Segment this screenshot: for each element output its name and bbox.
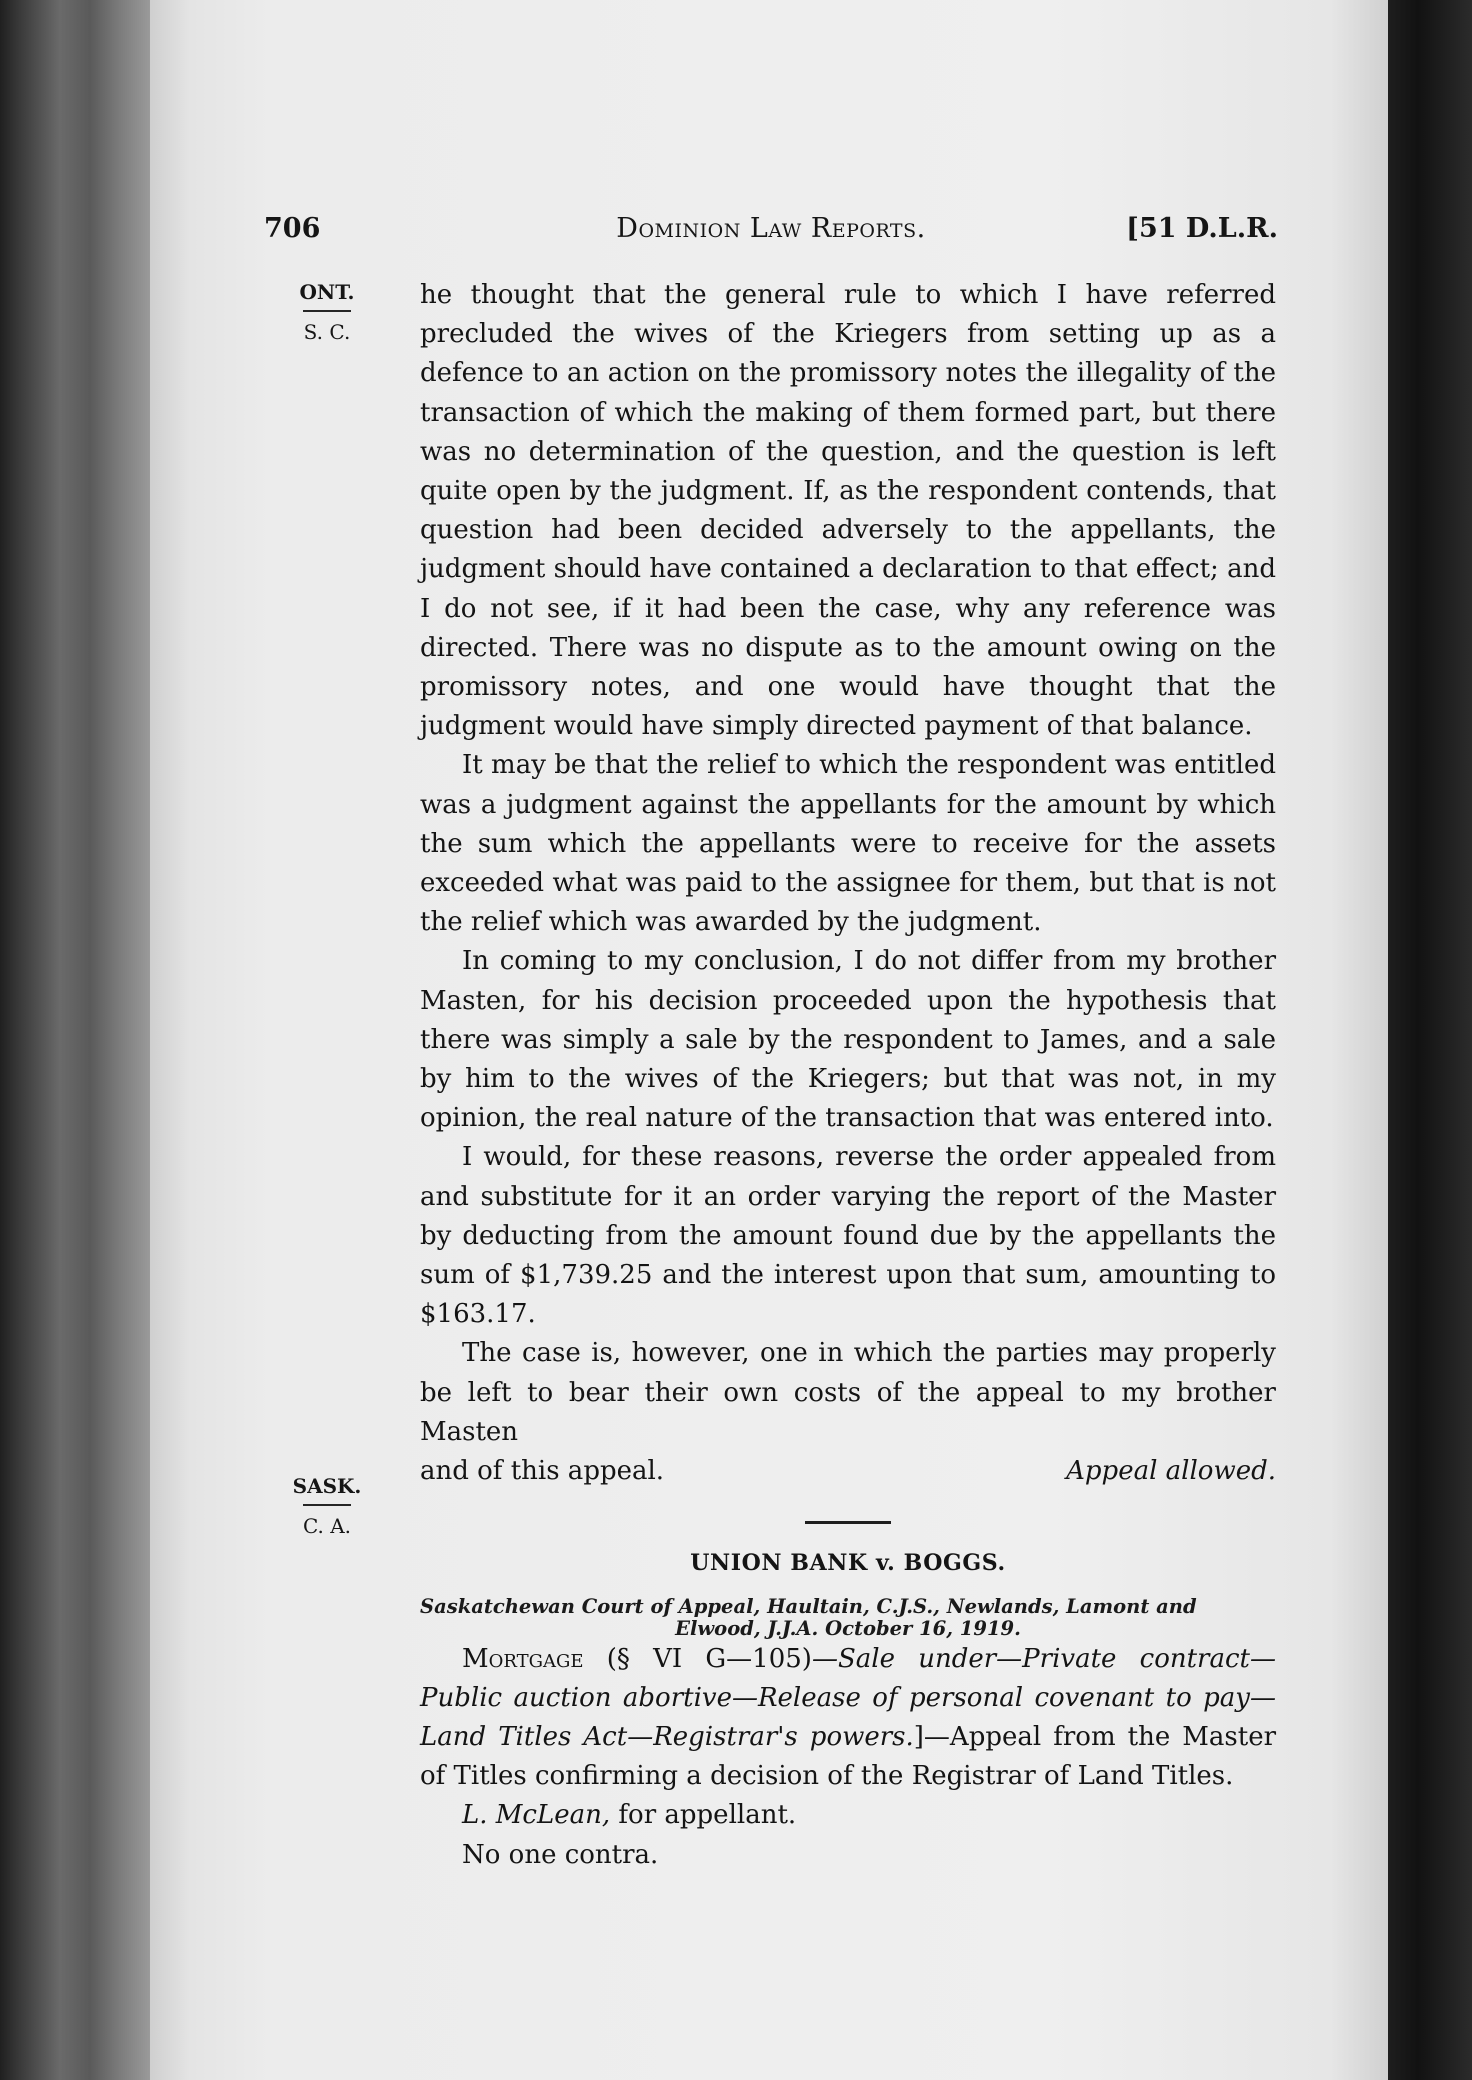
headnote-section: (§ VI G—105) [583,1643,812,1674]
running-title: Dominion Law Reports. [616,213,926,244]
headnote-text: ]—Appeal from the Master of Titles confirming a decision of the Registrar of Land Titles. [420,1721,1277,1792]
margin-province: ONT. [299,280,355,304]
body-text [420,276,1276,1875]
case-title: UNION BANK v. BOGGS. [690,1550,1006,1577]
headnote-subject: Mortgage [462,1643,584,1674]
volume-reference: [51 D.L.R. [1126,213,1278,244]
counsel-contra: No one contra. [462,1839,659,1870]
counsel-role: for appellant. [610,1800,797,1831]
book-edge-left [0,0,160,2080]
paragraph-2: It may be that the relief to which the respondent was entitled was a judgment against the appellants for the amount by which the sum which the appellants were to receive for the assets exceeded what was paid to the assignee for them, but that is not the relief which was awarded by the judgment. [420,750,1276,938]
section-separator [805,1521,891,1524]
court-line [420,1596,1276,1640]
closing-line [420,1452,1276,1491]
closing-text: and of this appeal. [420,1456,665,1487]
book-edge-right [1388,0,1472,2080]
margin-note-saskatchewan [292,1474,362,1538]
paragraph-3: In coming to my conclusion, I do not differ from my brother Masten, for his decision proceeded upon the hypothesis that there was simply a sale by the respondent to James, and a sale by him to the wives of the Kriegers; but that was not, in my opinion, the real nature of the transaction that was entered into. [420,946,1276,1134]
counsel-line [420,1796,1276,1835]
margin-rule [303,1504,351,1506]
court-line-continued: Elwood, J.J.A. October 16, 1919. [675,1616,1021,1640]
margin-court: S. C. [303,320,351,344]
page-header [264,205,1278,249]
counsel-name: L. McLean, [462,1800,611,1831]
headnote [420,1640,1276,1797]
margin-rule [303,310,351,312]
margin-province: SASK. [292,1474,362,1498]
margin-court: C. A. [302,1514,352,1538]
margin-note-ontario [292,280,362,344]
page-number: 706 [264,213,321,244]
disposition: Appeal allowed. [1066,1456,1276,1487]
paragraph-5: The case is, however, one in which the parties may properly be left to bear their own costs of the appeal to my brother Masten [420,1338,1276,1447]
paragraph-1: he thought that the general rule to which I have referred precluded the wives of the Kriegers from setting up as a defence to an action on the promissory notes the illegality of the transaction of which the making of them formed part, but there was no determination of the question, and the question is left quite open by the judgment. If, as the respondent contends, that question had been decided adversely to the appellants, the judgment should have contained a declaration to that effect; and I do not see, if it had been the case, why any reference was directed. There was no dispute as to the amount owing on the promissory notes, and one would have thought that the judgment would have simply directed payment of that balance. [420,280,1276,742]
court-line-first: Saskatchewan Court of Appeal, Haultain, C.J.S., Newlands, Lamont and [420,1594,1197,1618]
paragraph-4: I would, for these reasons, reverse the order appealed from and substitute for it an order varying the report of the Master by deducting from the amount found due by the appellants the sum of $1,739.25 and the interest upon that sum, amounting to $163.17. [420,1142,1276,1330]
headnote-keywords: —Sale under—Private contract—Public auction abortive—Release of personal covenant to pay—Land Titles Act—Registrar's powers. [420,1643,1276,1752]
